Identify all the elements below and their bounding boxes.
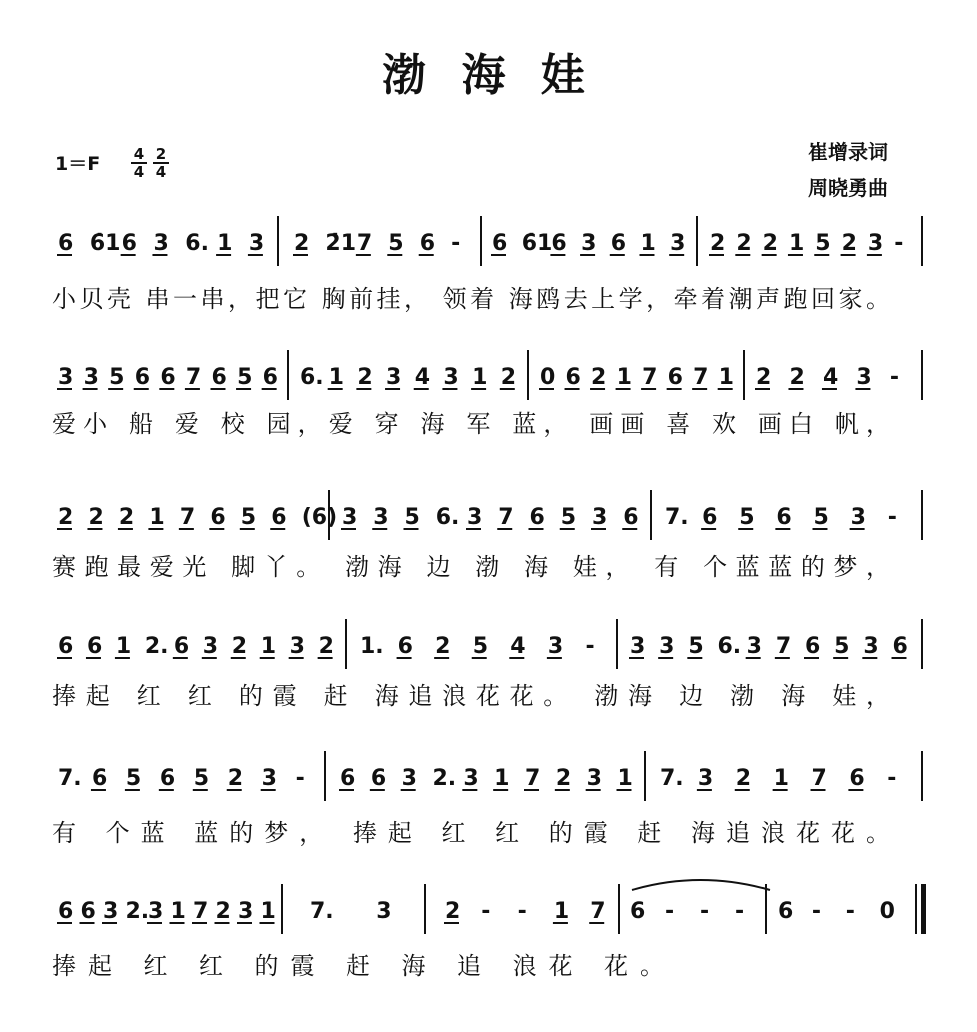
note-token: 5: [240, 505, 257, 530]
note-token: 2.: [125, 899, 150, 924]
note-token: -: [845, 899, 855, 924]
note-token: 6.: [300, 365, 324, 390]
note-token: 1: [718, 365, 734, 390]
note-token: 1: [617, 766, 633, 791]
note-token: 3: [592, 505, 608, 530]
note-token: 7: [590, 899, 606, 924]
note-token: 6: [121, 231, 137, 256]
note-token: 7: [693, 365, 709, 390]
note-token: 4: [414, 365, 431, 390]
system-1: [52, 216, 922, 313]
note-token: 5: [193, 766, 210, 791]
note-token: 7: [525, 766, 541, 791]
note-token: -: [887, 766, 897, 791]
note-token: 6: [86, 634, 103, 659]
note-token: 1: [773, 766, 789, 791]
note-token: 6: [892, 634, 908, 659]
note-token: 6: [397, 634, 413, 659]
note-token: -: [585, 634, 595, 659]
note-token: -: [894, 231, 904, 256]
note-token: 1: [328, 365, 344, 390]
note-token: 6: [58, 231, 74, 256]
note-token: 6.: [435, 505, 460, 530]
note-token: 5: [560, 505, 577, 530]
note-token: -: [517, 899, 527, 924]
note-token: 6: [160, 365, 176, 390]
note-token: 6: [630, 899, 646, 924]
note-token: 6: [210, 505, 226, 530]
note-token: 5: [237, 365, 253, 390]
note-token: 6: [173, 634, 190, 659]
note-token: 2: [841, 231, 857, 256]
note-token: 6: [565, 365, 581, 390]
note-token: -: [665, 899, 675, 924]
note-token: 6̇1: [89, 231, 121, 256]
note-token: 3: [670, 231, 686, 256]
note-token: 2.: [432, 766, 457, 791]
key-signature: 1＝F: [55, 153, 101, 175]
note-token: 3: [202, 634, 219, 659]
note-token: 6: [58, 634, 74, 659]
note-token: 2: [710, 231, 726, 256]
note-token: 1: [115, 634, 132, 659]
note-token: 2: [318, 634, 334, 659]
note-token: 3: [58, 365, 74, 390]
note-token: 6: [211, 365, 227, 390]
note-token: 2: [88, 505, 104, 530]
note-token: 3: [248, 231, 265, 256]
note-token: 3: [103, 899, 119, 924]
note-token: 6: [58, 899, 74, 924]
note-token: 2: [756, 365, 772, 390]
note-token: 2: [445, 899, 461, 924]
note-token: 3: [746, 634, 762, 659]
note-token: 6: [778, 899, 794, 924]
note-token: 6: [492, 231, 508, 256]
note-token: 2: [591, 365, 607, 390]
note-token: 3: [863, 634, 879, 659]
note-token: 6: [776, 505, 792, 530]
note-token: -: [735, 899, 745, 924]
note-token: 6: [159, 766, 176, 791]
note-token: 3: [261, 766, 277, 791]
meter-denominator: 4: [155, 163, 167, 181]
note-token: 6.: [717, 634, 742, 659]
note-token: 5: [813, 505, 829, 530]
note-token: 3: [659, 634, 675, 659]
note-token: 3: [856, 365, 872, 390]
note-token: 2: [736, 231, 752, 256]
note-token: 6̇1: [521, 231, 553, 256]
system-4: [52, 619, 922, 710]
note-token: 3: [586, 766, 602, 791]
note-token: 2: [294, 231, 310, 256]
note-token: 5: [125, 766, 142, 791]
note-token: 6: [370, 766, 387, 791]
note-token: 3: [581, 231, 597, 256]
note-token: 6: [419, 231, 436, 256]
note-token: -: [481, 899, 491, 924]
note-token: 7: [185, 365, 202, 390]
note-token: 6: [623, 505, 639, 530]
note-token: 2: [118, 505, 135, 530]
lyricist-credit: 崔增录词: [808, 140, 888, 164]
note-token: 6: [805, 634, 821, 659]
note-token: 3: [376, 899, 392, 924]
note-token: -: [700, 899, 710, 924]
note-token: 1: [640, 231, 656, 256]
note-token: -: [295, 766, 305, 791]
note-token: 3: [238, 899, 254, 924]
final-barline: [921, 884, 926, 934]
note-token: 1: [616, 365, 632, 390]
note-token: 3: [148, 899, 164, 924]
note-token: 5: [834, 634, 850, 659]
note-token: 3: [867, 231, 884, 256]
meter-denominator: 4: [133, 163, 145, 181]
note-token: 3: [153, 231, 169, 256]
note-token: 1: [553, 899, 570, 924]
note-token: 1: [170, 899, 186, 924]
note-token: -: [451, 231, 461, 256]
note-token: -: [889, 365, 900, 390]
system-3: [52, 490, 922, 581]
lyrics-line: 爱小 船 爱 校 园，爱 穿 海 军 蓝， 画画 喜 欢 画白 帆，: [52, 410, 890, 438]
note-token: 6: [610, 231, 627, 256]
system-5: [52, 751, 922, 847]
note-token: 7.: [665, 505, 689, 530]
note-token: 1: [788, 231, 805, 256]
note-token: 6: [702, 505, 718, 530]
note-token: 3: [386, 365, 402, 390]
note-token: 6: [262, 365, 278, 390]
note-token: 1: [494, 766, 510, 791]
note-token: 7.: [310, 899, 334, 924]
composer-credit: 周晓勇曲: [808, 176, 888, 200]
system-6: [52, 884, 926, 980]
note-token: 1: [260, 634, 277, 659]
note-token: 5: [688, 634, 704, 659]
note-token: 5: [472, 634, 489, 659]
note-token: 2: [789, 365, 805, 390]
lyrics-line: 有 个蓝 蓝的梦， 捧起 红 红 的霞 赶 海追浪花花。: [52, 819, 890, 847]
note-token: 7: [356, 231, 373, 256]
note-token: 1: [149, 505, 165, 530]
note-token: 7.: [58, 766, 82, 791]
note-token: 6.: [185, 231, 209, 256]
note-token: 2: [762, 231, 778, 256]
note-token: 6: [849, 766, 865, 791]
note-token: -: [811, 899, 822, 924]
note-token: 3: [630, 634, 646, 659]
tie-arc: [632, 880, 770, 890]
note-token: 1.: [360, 634, 384, 659]
note-token: 6: [529, 505, 545, 530]
note-token: 1: [217, 231, 233, 256]
note-token: 5: [739, 505, 755, 530]
note-token: 3: [467, 505, 483, 530]
note-token: 7: [193, 899, 209, 924]
note-token: 2: [231, 634, 248, 659]
system-2: [52, 350, 922, 438]
note-token: 4: [822, 365, 839, 390]
note-token: 4: [510, 634, 526, 659]
note-token: 6: [340, 766, 356, 791]
note-token: 7.: [660, 766, 684, 791]
note-token: 5: [109, 365, 125, 390]
song-title: 渤 海 娃: [382, 50, 595, 101]
note-token: 2: [215, 899, 231, 924]
note-token: 7: [179, 505, 196, 530]
note-token: 3: [697, 766, 714, 791]
lyrics-line: 小贝壳 串一串，把它 胸前挂， 领着 海鸥去上学，牵着潮声跑回家。: [52, 285, 890, 313]
note-token: 7: [498, 505, 514, 530]
note-token: 1: [472, 365, 488, 390]
note-token: 7: [775, 634, 792, 659]
note-token: 6: [80, 899, 96, 924]
score-layer: [52, 216, 926, 980]
lyrics-line: 赛跑最爱光 脚丫。 渤海 边 渤 海 娃， 有 个蓝蓝的梦，: [52, 553, 890, 581]
note-token: 2: [227, 766, 244, 791]
note-token: (6): [301, 505, 338, 530]
note-token: -: [887, 505, 897, 530]
note-token: 2̇1: [325, 231, 357, 256]
note-token: 6: [91, 766, 108, 791]
note-token: 5: [815, 231, 831, 256]
note-token: 6: [667, 365, 683, 390]
note-token: 2: [435, 634, 451, 659]
note-token: 6: [271, 505, 287, 530]
note-token: 3: [83, 365, 99, 390]
note-token: 2: [735, 766, 752, 791]
lyrics-line: 捧起 红 红 的霞 赶 海 追 浪花 花。: [52, 952, 665, 980]
note-token: 6: [551, 231, 567, 256]
note-token: 0: [879, 899, 895, 924]
note-token: 3: [850, 505, 866, 530]
note-token: 3: [289, 634, 305, 659]
note-token: 3: [547, 634, 564, 659]
note-token: 3: [463, 766, 479, 791]
note-token: 2.: [144, 634, 169, 659]
note-token: 2: [357, 365, 373, 390]
note-token: 7: [642, 365, 658, 390]
note-token: 2: [555, 766, 572, 791]
note-token: 0: [540, 365, 556, 390]
note-token: 3: [342, 505, 358, 530]
lyrics-line: 捧起 红 红 的霞 赶 海追浪花花。 渤海 边 渤 海 娃，: [52, 682, 890, 710]
note-token: 3: [401, 766, 417, 791]
note-token: 1: [260, 899, 276, 924]
meter-numerator: 4: [133, 145, 145, 163]
note-token: 5: [404, 505, 420, 530]
note-token: 3: [373, 505, 389, 530]
note-token: 2: [500, 365, 517, 390]
note-token: 5: [388, 231, 404, 256]
note-token: 7: [811, 766, 827, 791]
note-token: 2: [58, 505, 74, 530]
note-token: 6: [134, 365, 151, 390]
note-token: 3: [443, 365, 459, 390]
meter-numerator: 2: [155, 145, 167, 163]
